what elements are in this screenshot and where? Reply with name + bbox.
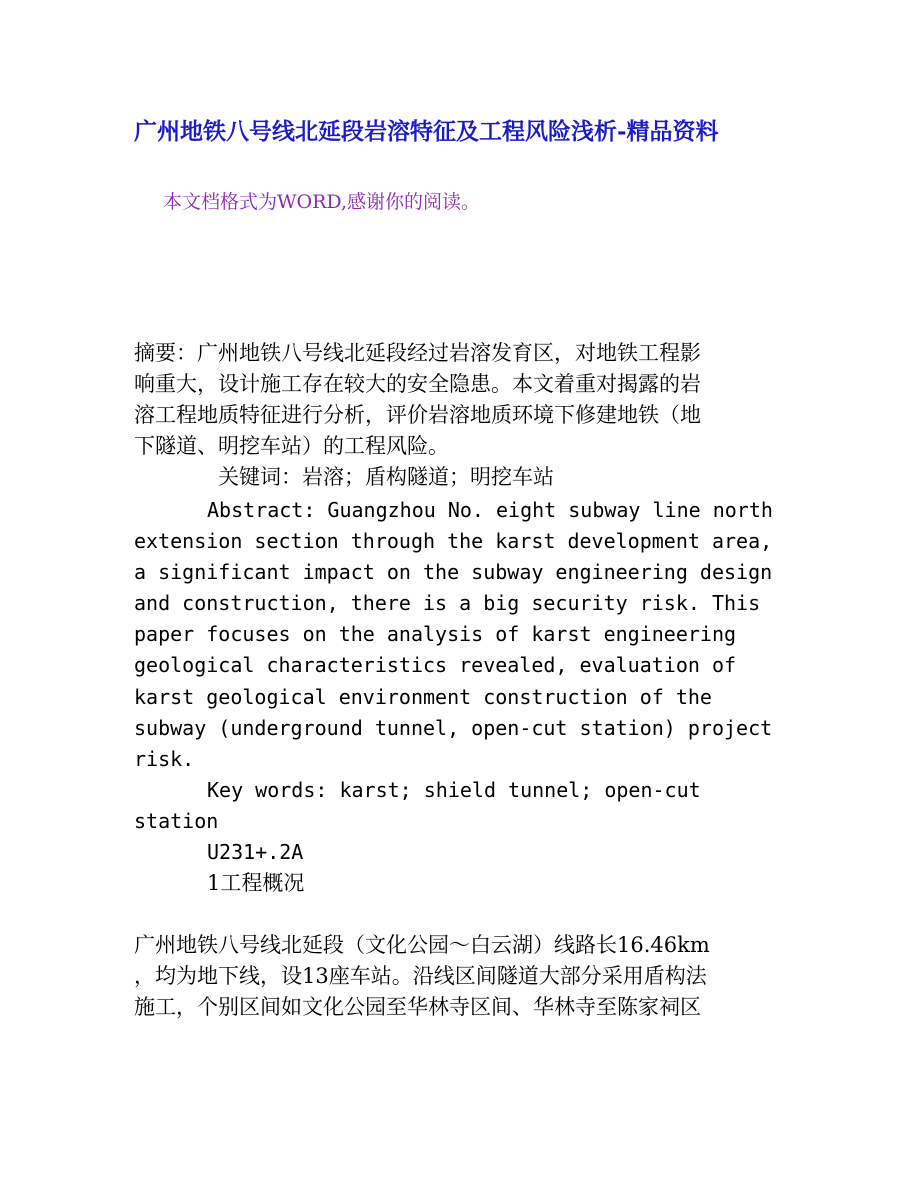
section-body-line: 广州地铁八号线北延段（文化公园～白云湖）线路长16.46km	[134, 933, 710, 957]
abstract-en-line: karst geological environment construction of the	[134, 684, 712, 709]
classification-code: U231+.2A	[207, 840, 304, 864]
abstract-cn-line: 下隧道、明挖车站）的工程风险。	[134, 434, 449, 458]
abstract-en-line: risk.	[134, 746, 195, 771]
abstract-en-line: extension section through the karst development area,	[134, 529, 773, 554]
keywords-en-line: station	[134, 809, 219, 833]
abstract-chinese	[134, 338, 794, 462]
abstract-english	[134, 495, 773, 775]
keywords-en-line: Key words: karst; shield tunnel; open-cut	[207, 778, 701, 802]
abstract-en-line: a significant impact on the subway engineering design	[134, 560, 773, 585]
section-body-line: ，均为地下线，设13座车站。沿线区间隧道大部分采用盾构法	[134, 964, 707, 988]
section-heading: 1工程概况	[207, 871, 305, 895]
abstract-cn-line: 摘要：广州地铁八号线北延段经过岩溶发育区，对地铁工程影	[134, 341, 701, 365]
keywords-english	[134, 775, 701, 837]
abstract-en-line: subway (underground tunnel, open-cut station) project	[134, 715, 773, 740]
section-body	[134, 930, 794, 1023]
section-body-line: 施工，个别区间如文化公园至华林寺区间、华林寺至陈家祠区	[134, 995, 701, 1019]
document-title: 广州地铁八号线北延段岩溶特征及工程风险浅析-精品资料	[134, 118, 719, 145]
format-notice: 本文档格式为WORD,感谢你的阅读。	[163, 191, 481, 213]
abstract-en-line: and construction, there is a big security risk. This	[134, 591, 761, 616]
keywords-chinese: 关键词：岩溶；盾构隧道；明挖车站	[218, 465, 554, 489]
abstract-en-line: Abstract: Guangzhou No. eight subway line north	[207, 498, 773, 522]
abstract-cn-line: 响重大，设计施工存在较大的安全隐患。本文着重对揭露的岩	[134, 372, 701, 396]
abstract-en-line: paper focuses on the analysis of karst engineering	[134, 622, 737, 647]
abstract-cn-line: 溶工程地质特征进行分析，评价岩溶地质环境下修建地铁（地	[134, 403, 701, 427]
abstract-en-line: geological characteristics revealed, evaluation of	[134, 653, 737, 678]
